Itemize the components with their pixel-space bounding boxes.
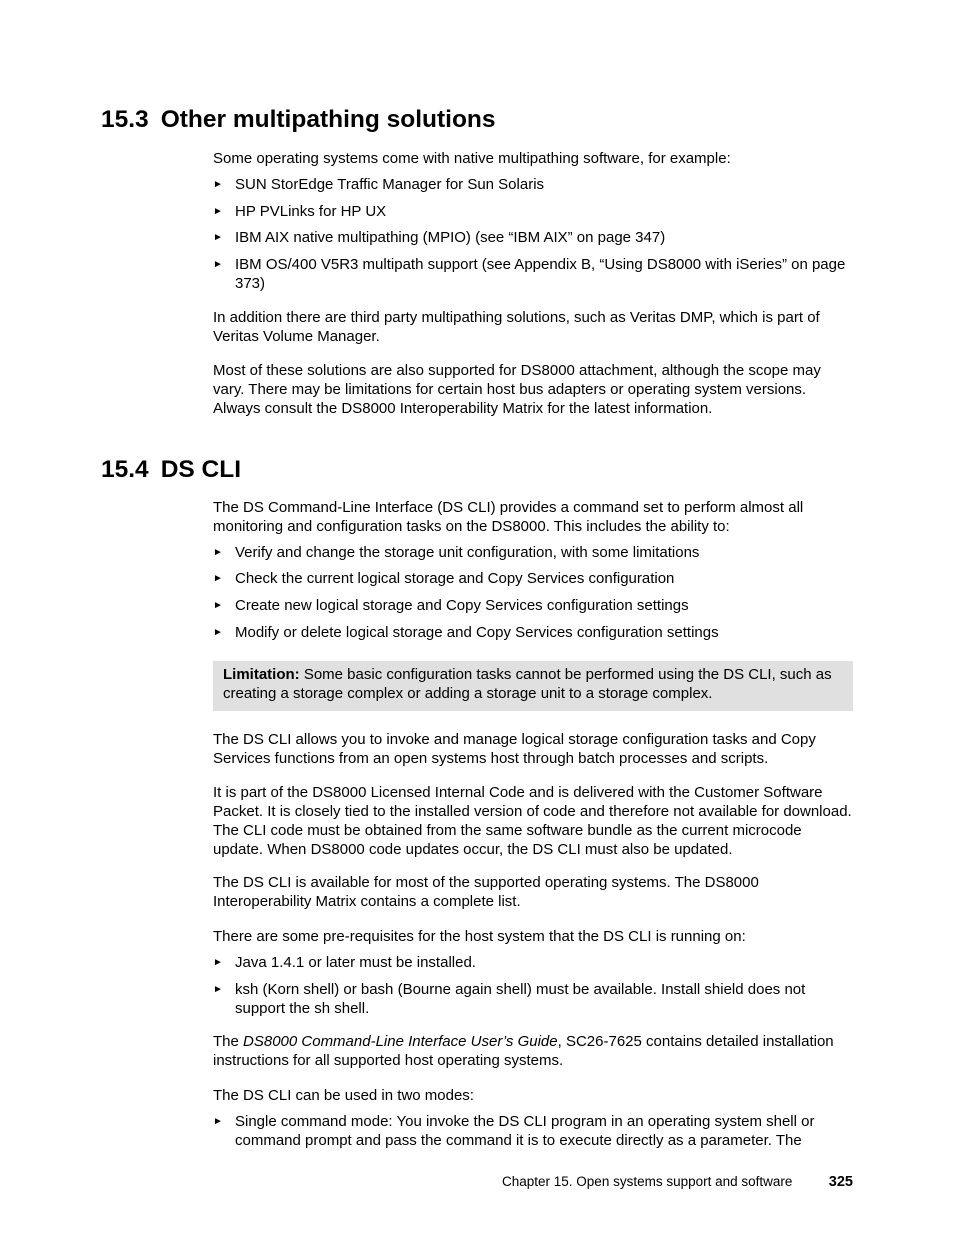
paragraph-invoke: The DS CLI allows you to invoke and manage logical storage configuration tasks and Copy Services functions from an open systems host through batch processes and scripts. [213,731,816,767]
limitation-note [213,661,853,711]
paragraph-intro-15-4: The DS Command-Line Interface (DS CLI) provides a command set to perform almost all monitoring and configuration tasks on the DS8000. This includes the ability to: [213,499,804,535]
section-heading-15-3 [101,105,496,135]
list-item: ► Verify and change the storage unit configuration, with some limitations [213,544,700,561]
list-item: ► Single command mode: You invoke the DS CLI program in an operating system shell or command prompt and pass the command it is to execute directly as a parameter. The [213,1113,815,1149]
bullet-icon: ► [213,259,223,270]
list-item: ► ksh (Korn shell) or bash (Bourne again shell) must be available. Install shield does not support the sh shell. [213,981,806,1017]
section-number: 15.4 [101,456,149,483]
bullet-icon: ► [213,547,223,558]
bullet-icon: ► [213,206,223,217]
bullet-list-multipath [213,202,853,221]
bullet-list-modes [213,1112,853,1150]
bullet-list-capabilities [213,569,853,588]
section-title: DS CLI [160,456,241,483]
section-number: 15.3 [101,106,149,133]
bullet-icon: ► [213,179,223,190]
bullet-icon: ► [213,984,223,995]
paragraph-support-scope: Most of these solutions are also supported for DS8000 attachment, although the scope may vary. There may be limitations for certain host bus adapters or operating system versions. Always consult the DS8000 Interoperability Matrix for the latest information. [213,362,821,417]
guide-title: DS8000 Command-Line Interface User’s Guide [243,1033,558,1050]
list-item: ► SUN StorEdge Traffic Manager for Sun Solaris [213,176,545,193]
paragraph-user-guide: The DS8000 Command-Line Interface User’s Guide, SC26-7625 contains detailed installation instructions for all supported host operating systems. [213,1033,834,1069]
section-title: Other multipathing solutions [160,106,496,133]
list-item: ► Check the current logical storage and Copy Services configuration [213,570,675,587]
page-footer [502,1173,853,1191]
bullet-icon: ► [213,627,223,638]
bullet-list-multipath [213,175,853,194]
list-item: ► Java 1.4.1 or later must be installed. [213,954,476,971]
list-item: ► HP PVLinks for HP UX [213,203,387,220]
section-heading-15-4 [101,455,241,485]
list-item: ► Modify or delete logical storage and Copy Services configuration settings [213,624,719,641]
bullet-icon: ► [213,957,223,968]
paragraph-third-party: In addition there are third party multipathing solutions, such as Veritas DMP, which is part of Veritas Volume Manager. [213,309,820,345]
bullet-list-capabilities [213,543,853,562]
bullet-icon: ► [213,600,223,611]
bullet-list-prereqs [213,953,853,972]
bullet-list-multipath [213,228,853,247]
bullet-icon: ► [213,573,223,584]
bullet-icon: ► [213,1116,223,1127]
bullet-list-capabilities [213,623,853,642]
note-label: Limitation: [223,666,300,683]
paragraph-intro-15-3 [213,149,853,168]
footer-chapter: Chapter 15. Open systems support and software [502,1174,793,1189]
note-text: Some basic configuration tasks cannot be performed using the DS CLI, such as creating a storage complex or adding a storage unit to a storage complex. [223,666,832,702]
paragraph-availability: The DS CLI is available for most of the supported operating systems. The DS8000 Interoperability Matrix contains a complete list. [213,874,759,910]
paragraph: Some operating systems come with native multipathing software, for example: [213,150,731,167]
paragraph-prereq-intro: There are some pre-requisites for the host system that the DS CLI is running on: [213,928,746,945]
paragraph-licensed-code: It is part of the DS8000 Licensed Internal Code and is delivered with the Customer Software Packet. It is closely tied to the installed version of code and therefore not available for download. The CLI code must be obtained from the same software bundle as the current microcode update. When DS8000 code updates occur, the DS CLI must also be updated. [213,784,852,858]
bullet-list-multipath [213,255,853,293]
list-item: ► IBM AIX native multipathing (MPIO) (see “IBM AIX” on page 347) [213,229,666,246]
paragraph-modes-intro: The DS CLI can be used in two modes: [213,1087,474,1104]
list-item: ► IBM OS/400 V5R3 multipath support (see Appendix B, “Using DS8000 with iSeries” on page 373) [213,256,846,292]
list-item: ► Create new logical storage and Copy Services configuration settings [213,597,689,614]
bullet-icon: ► [213,232,223,243]
bullet-list-capabilities [213,596,853,615]
bullet-list-prereqs [213,980,853,1018]
page-number: 325 [828,1174,853,1190]
